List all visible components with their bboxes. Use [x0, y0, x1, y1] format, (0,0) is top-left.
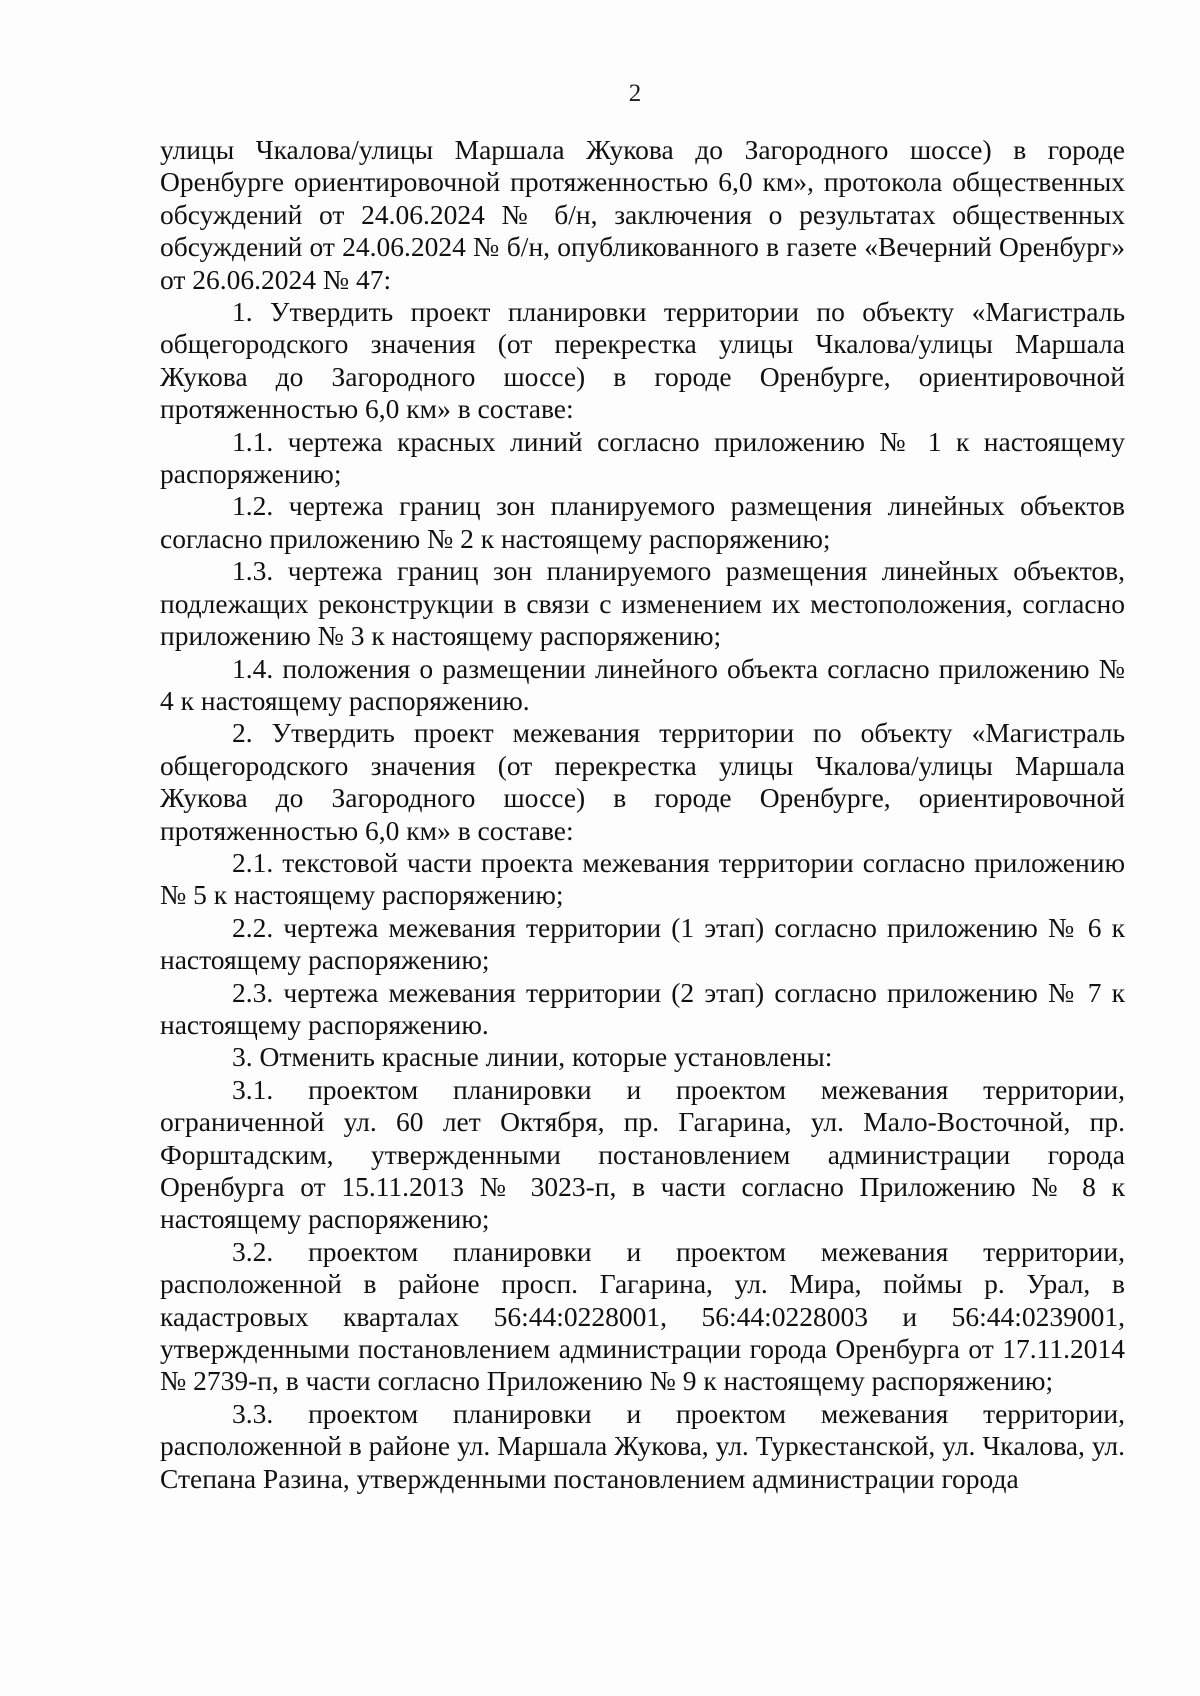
paragraph-item-1-4: 1.4. положения о размещении линейного объекта согласно приложению № 4 к настоящему распоряжению. [160, 652, 1125, 716]
paragraph-item-2-3: 2.3. чертежа межевания территории (2 этап) согласно приложению № 7 к настоящему распоряжению. [160, 976, 1125, 1040]
page-number: 2 [628, 80, 642, 107]
document-body [160, 134, 1125, 1495]
paragraph-intro-continuation: улицы Чкалова/улицы Маршала Жукова до Загородного шоссе) в городе Оренбурге ориентировочной протяженностью 6,0 км», протокола общественных обсуждений от 24.06.2024 № б/н, заключения о результатах общественных обсуждений от 24.06.2024 № б/н, опубликованного в газете «Вечерний Оренбург» от 26.06.2024 № 47: [160, 134, 1125, 295]
paragraph-item-2: 2. Утвердить проект межевания территории по объекту «Магистраль общегородского значения (от перекрестка улицы Чкалова/улицы Маршала Жукова до Загородного шоссе) в городе Оренбурге, ориентировочной протяженностью 6,0 км» в составе: [160, 717, 1125, 846]
paragraph-item-1-3: 1.3. чертежа границ зон планируемого размещения линейных объектов, подлежащих реконструкции в связи с изменением их местоположения, согласно приложению № 3 к настоящему распоряжению; [160, 555, 1125, 652]
paragraph-item-2-1: 2.1. текстовой части проекта межевания территории согласно приложению № 5 к настоящему распоряжению; [160, 846, 1125, 911]
paragraph-item-1-1: 1.1. чертежа красных линий согласно приложению № 1 к настоящему распоряжению; [160, 425, 1125, 490]
paragraph-item-2-2: 2.2. чертежа межевания территории (1 этап) согласно приложению № 6 к настоящему распоряжению; [160, 911, 1125, 976]
paragraph-item-3: 3. Отменить красные линии, которые установлены: [232, 1041, 833, 1073]
paragraph-item-3-3: 3.3. проектом планировки и проектом межевания территории, расположенной в районе ул. Маршала Жукова, ул. Туркестанской, ул. Чкалова, ул. Степана Разина, утвержденными постановлением администрации города [160, 1397, 1125, 1494]
paragraph-item-1-2: 1.2. чертежа границ зон планируемого размещения линейных объектов согласно приложению № 2 к настоящему распоряжению; [160, 490, 1125, 554]
paragraph-item-3-1: 3.1. проектом планировки и проектом межевания территории, ограниченной ул. 60 лет Октября, пр. Гагарина, ул. Мало-Восточной, пр. Форштадским, утвержденными постановлением администрации города Оренбурга от 15.11.2013 № 3023-п, в части согласно Приложению № 8 к настоящему распоряжению; [160, 1073, 1125, 1235]
paragraph-item-1: 1. Утвердить проект планировки территории по объекту «Магистраль общегородского значения (от перекрестка улицы Чкалова/улицы Маршала Жукова до Загородного шоссе) в городе Оренбурге, ориентировочной протяженностью 6,0 км» в составе: [160, 296, 1125, 425]
paragraph-item-3-2: 3.2. проектом планировки и проектом межевания территории, расположенной в районе просп. Гагарина, ул. Мира, поймы р. Урал, в кадастровых кварталах 56:44:0228001, 56:44:0228003 и 56:44:0239001, утвержденными постановлением администрации города Оренбурга от 17.11.2014 № 2739-п, в части согласно Приложению № 9 к настоящему распоряжению; [160, 1235, 1125, 1397]
